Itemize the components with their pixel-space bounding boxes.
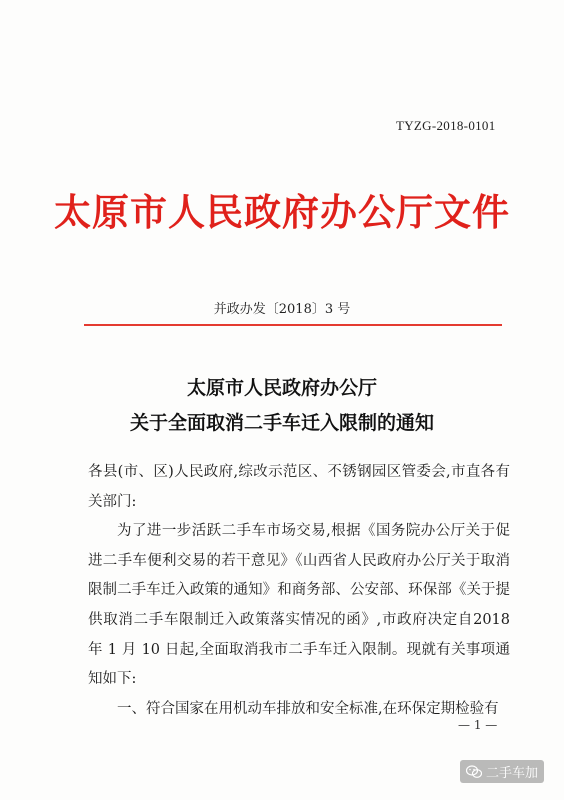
addressee: 各县(市、区)人民政府,综改示范区、不锈钢园区管委会,市直各有关部门: (88, 464, 510, 510)
wechat-icon (466, 765, 482, 779)
watermark-text: 二手车加 (486, 766, 539, 781)
document-number: 并政办发〔2018〕3 号 (213, 302, 351, 317)
paragraph-1: 为了进一步活跃二手车市场交易,根据《国务院办公厅关于促进二手车便利交易的若干意见》《山西省人民政府办公厅关于取消限制二手车迁入政策的通知》和商务部、公安部、环保部《关于提供取消二手车限制迁入政策落实情况的函》,市政府决定自2018 年 1 月 10 日起,全面取消我市二手车迁入限制。现就有关事项通知如下: (88, 523, 510, 688)
red-divider (84, 324, 502, 326)
paragraph-2: 一、符合国家在用机动车排放和安全标准,在环保定期检验有 (117, 700, 499, 717)
document-body (88, 458, 510, 724)
title-line-1: 太原市人民政府办公厅 (186, 377, 377, 399)
issuer-header: 太原市人民政府办公厅文件 (54, 190, 510, 234)
page-number: — 1 — (458, 718, 498, 732)
title-line-2: 关于全面取消二手车迁入限制的通知 (129, 412, 434, 434)
watermark (460, 760, 544, 783)
document-code: TYZG-2018-0101 (396, 118, 496, 133)
